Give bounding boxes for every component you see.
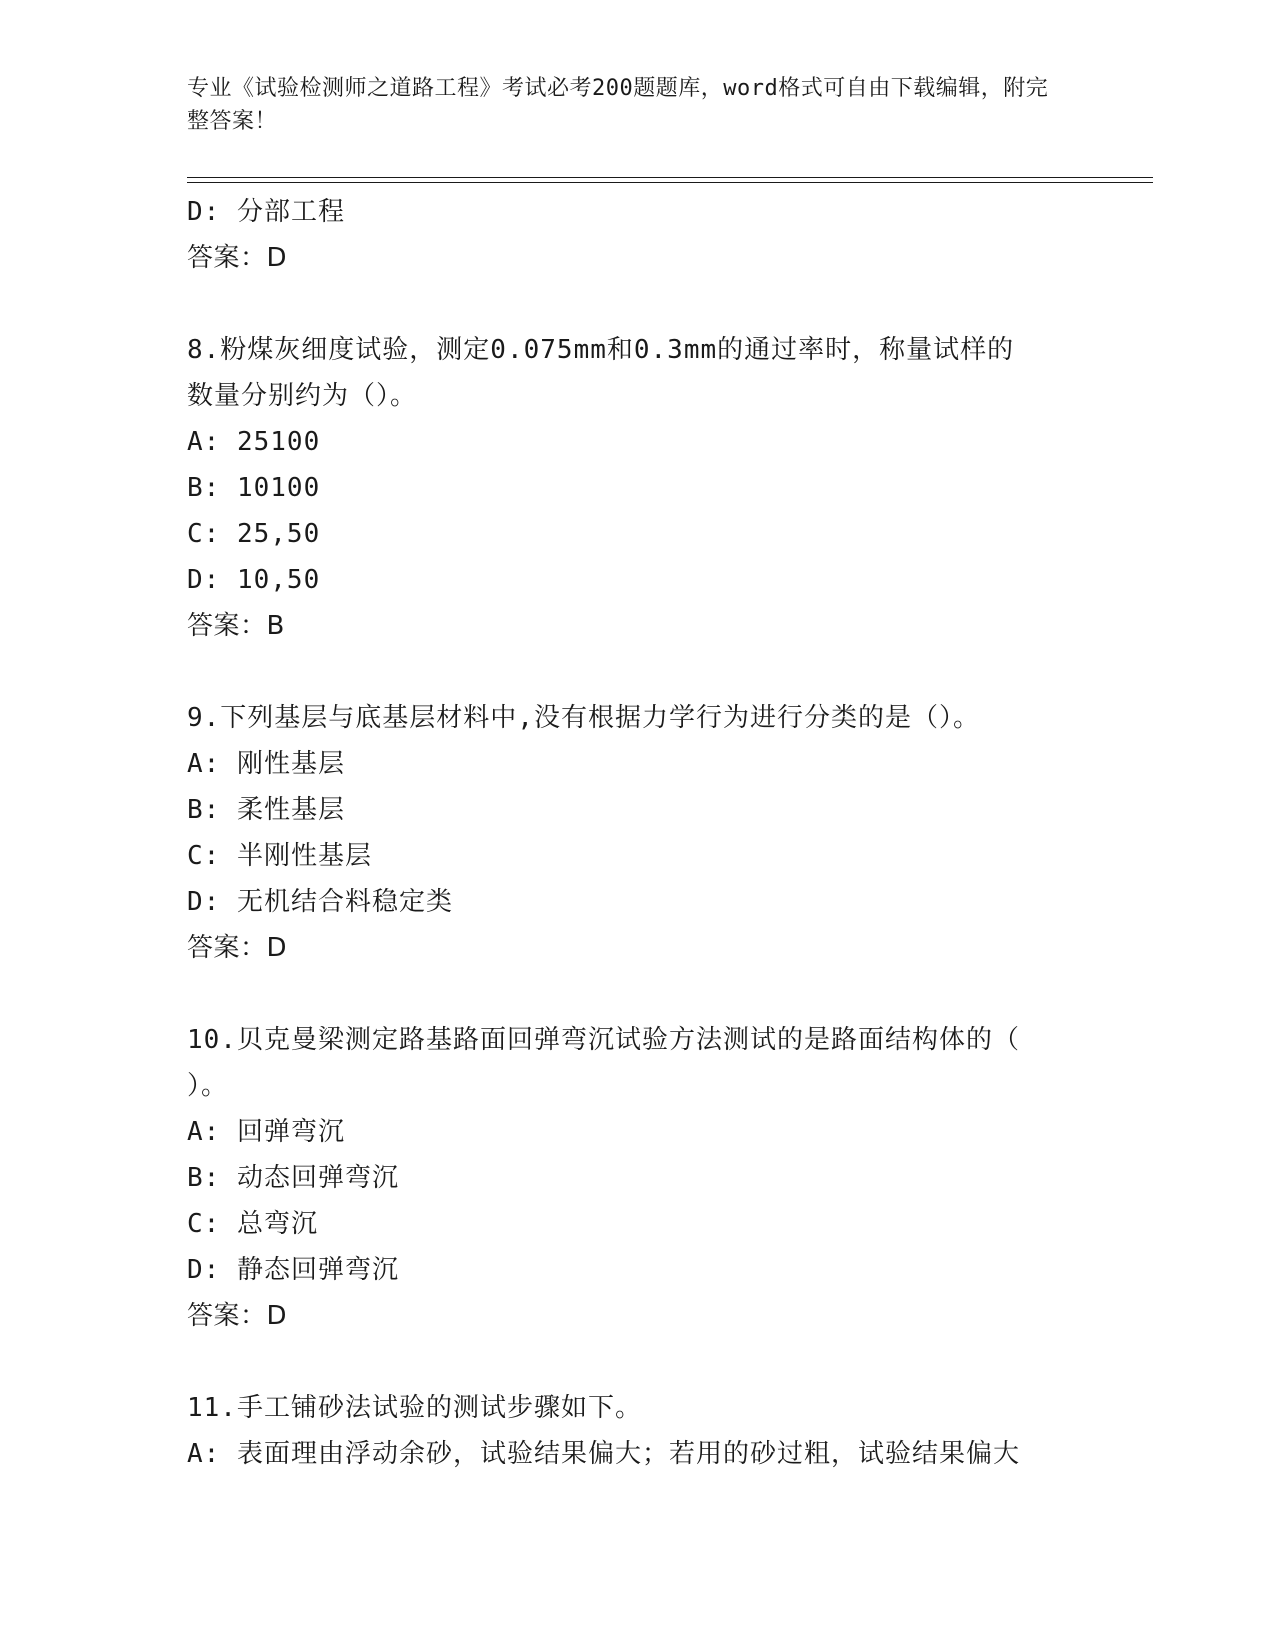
option-b: B: 10100 xyxy=(187,473,321,503)
option-d: D: 静态回弹弯沉 xyxy=(187,1255,399,1285)
document-header: 专业《试验检测师之道路工程》考试必考200题题库，word格式可自由下载编辑，附完整答案！ xyxy=(187,76,1049,134)
option-a: A: 表面理由浮动余砂，试验结果偏大；若用的砂过粗，试验结果偏大 xyxy=(187,1439,1020,1469)
question-spacer xyxy=(187,971,1087,1017)
question-10 xyxy=(187,1017,1087,1339)
question-11 xyxy=(187,1385,1087,1477)
option-d: D: 无机结合料稳定类 xyxy=(187,887,453,917)
question-7-tail xyxy=(187,189,1087,281)
option-c: C: 总弯沉 xyxy=(187,1209,318,1239)
option-c: C: 25,50 xyxy=(187,519,321,549)
option-d: D: 10,50 xyxy=(187,565,321,595)
question-stem-line: ）。 xyxy=(187,1071,229,1101)
option-a: A: 刚性基层 xyxy=(187,749,345,779)
option-a: A: 回弹弯沉 xyxy=(187,1117,345,1147)
option-b: B: 动态回弹弯沉 xyxy=(187,1163,399,1193)
option-a: A: 25100 xyxy=(187,427,321,457)
question-stem-line: 9.下列基层与底基层材料中,没有根据力学行为进行分类的是（）。 xyxy=(187,703,980,733)
question-9 xyxy=(187,695,1087,971)
option-d: D: 分部工程 xyxy=(187,197,345,227)
question-stem-line: 8.粉煤灰细度试验，测定0.075mm和0.3mm的通过率时，称量试样的 xyxy=(187,335,1015,365)
question-stem-line: 数量分别约为（）。 xyxy=(187,381,418,411)
question-spacer xyxy=(187,281,1087,327)
question-spacer xyxy=(187,1339,1087,1385)
question-8 xyxy=(187,327,1087,649)
question-stem-line: 11.手工铺砂法试验的测试步骤如下。 xyxy=(187,1393,642,1423)
header-divider-top xyxy=(187,177,1153,178)
answer-line: 答案：D xyxy=(187,243,288,273)
question-content xyxy=(187,189,1087,1477)
answer-line: 答案：D xyxy=(187,1301,288,1331)
question-stem-line: 10.贝克曼梁测定路基路面回弹弯沉试验方法测试的是路面结构体的（ xyxy=(187,1025,1020,1055)
answer-line: 答案：D xyxy=(187,933,288,963)
option-b: B: 柔性基层 xyxy=(187,795,345,825)
header-divider-bottom xyxy=(187,182,1153,183)
option-c: C: 半刚性基层 xyxy=(187,841,372,871)
answer-line: 答案：B xyxy=(187,611,285,641)
question-spacer xyxy=(187,649,1087,695)
